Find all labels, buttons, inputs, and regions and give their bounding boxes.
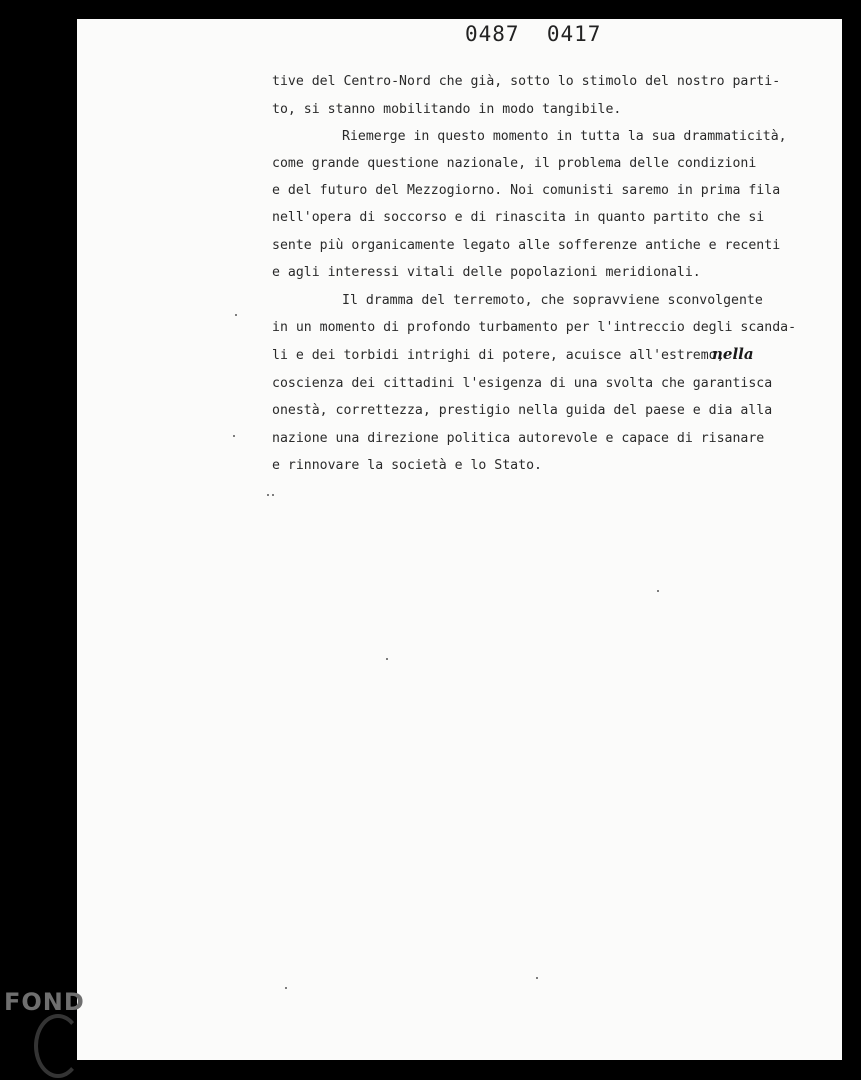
watermark-logo [34,1014,82,1078]
text-line: e agli interessi vitali delle popolazioni meridionali. [272,265,701,280]
text-line: coscienza dei cittadini l'esigenza di una svolta che garantisca [272,376,773,391]
text-line: to, si stanno mobilitando in modo tangibile. [272,102,622,117]
text-line: come grande questione nazionale, il problema delle condizioni [272,156,757,171]
text-line: li e dei torbidi intrighi di potere, acuisce all'estremo, [272,348,725,363]
scan-speck [235,314,237,316]
page-number: 0487 0417 [465,22,602,46]
handwritten-insert: nella [712,345,754,363]
scan-speck [233,435,235,437]
document-page [77,19,842,1060]
text-line: Riemerge in questo momento in tutta la sua drammaticità, [342,129,787,144]
scan-speck [267,494,269,496]
scan-speck [536,977,538,979]
text-line: nazione una direzione politica autorevole e capace di risanare [272,431,765,446]
text-line: in un momento di profondo turbamento per l'intreccio degli scanda- [272,320,797,335]
text-line: tive del Centro-Nord che già, sotto lo stimolo del nostro parti- [272,74,781,89]
scan-speck [272,494,274,496]
text-line: onestà, correttezza, prestigio nella guida del paese e dia alla [272,403,773,418]
text-line: nell'opera di soccorso e di rinascita in quanto partito che si [272,210,765,225]
scan-speck [285,987,287,989]
watermark-text: FOND [4,988,85,1016]
scan-speck [386,658,388,660]
text-line: Il dramma del terremoto, che sopravviene sconvolgente [342,293,763,308]
text-line: sente più organicamente legato alle sofferenze antiche e recenti [272,238,781,253]
text-line: e del futuro del Mezzogiorno. Noi comunisti saremo in prima fila [272,183,781,198]
scan-speck [657,590,659,592]
text-line: e rinnovare la società e lo Stato. [272,458,542,473]
